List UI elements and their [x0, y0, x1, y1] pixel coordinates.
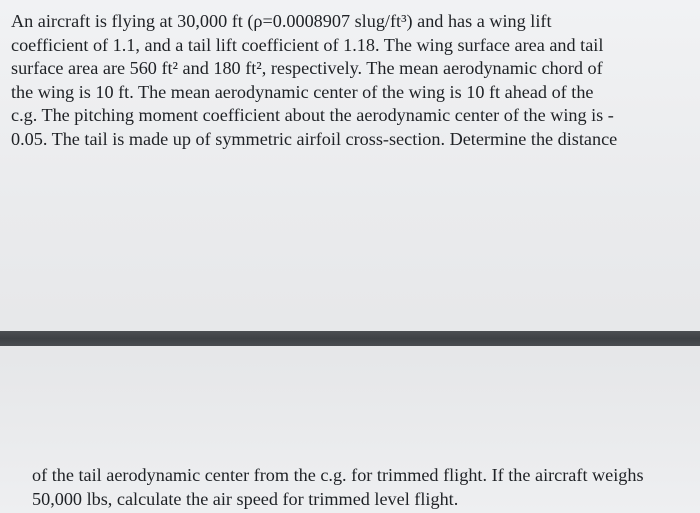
- problem-text-top: [11, 10, 687, 152]
- text-line: 50,000 lbs, calculate the air speed for trimmed level flight.: [32, 488, 459, 509]
- text-line: surface area are 560 ft² and 180 ft², respectively. The mean aerodynamic chord of: [11, 58, 603, 79]
- problem-text-bottom: [32, 464, 672, 511]
- text-line: c.g. The pitching moment coefficient about the aerodynamic center of the wing is -: [11, 105, 614, 126]
- text-line: the wing is 10 ft. The mean aerodynamic center of the wing is 10 ft ahead of the: [11, 81, 594, 102]
- text-line: An aircraft is flying at 30,000 ft (ρ=0.0008907 slug/ft³) and has a wing lift: [11, 11, 552, 31]
- text-line: of the tail aerodynamic center from the c.g. for trimmed flight. If the aircraft weighs: [32, 465, 644, 485]
- text-line: coefficient of 1.1, and a tail lift coefficient of 1.18. The wing surface area and tail: [11, 34, 604, 55]
- page-divider-bar: [0, 331, 700, 346]
- text-line: 0.05. The tail is made up of symmetric airfoil cross-section. Determine the distance: [11, 128, 618, 149]
